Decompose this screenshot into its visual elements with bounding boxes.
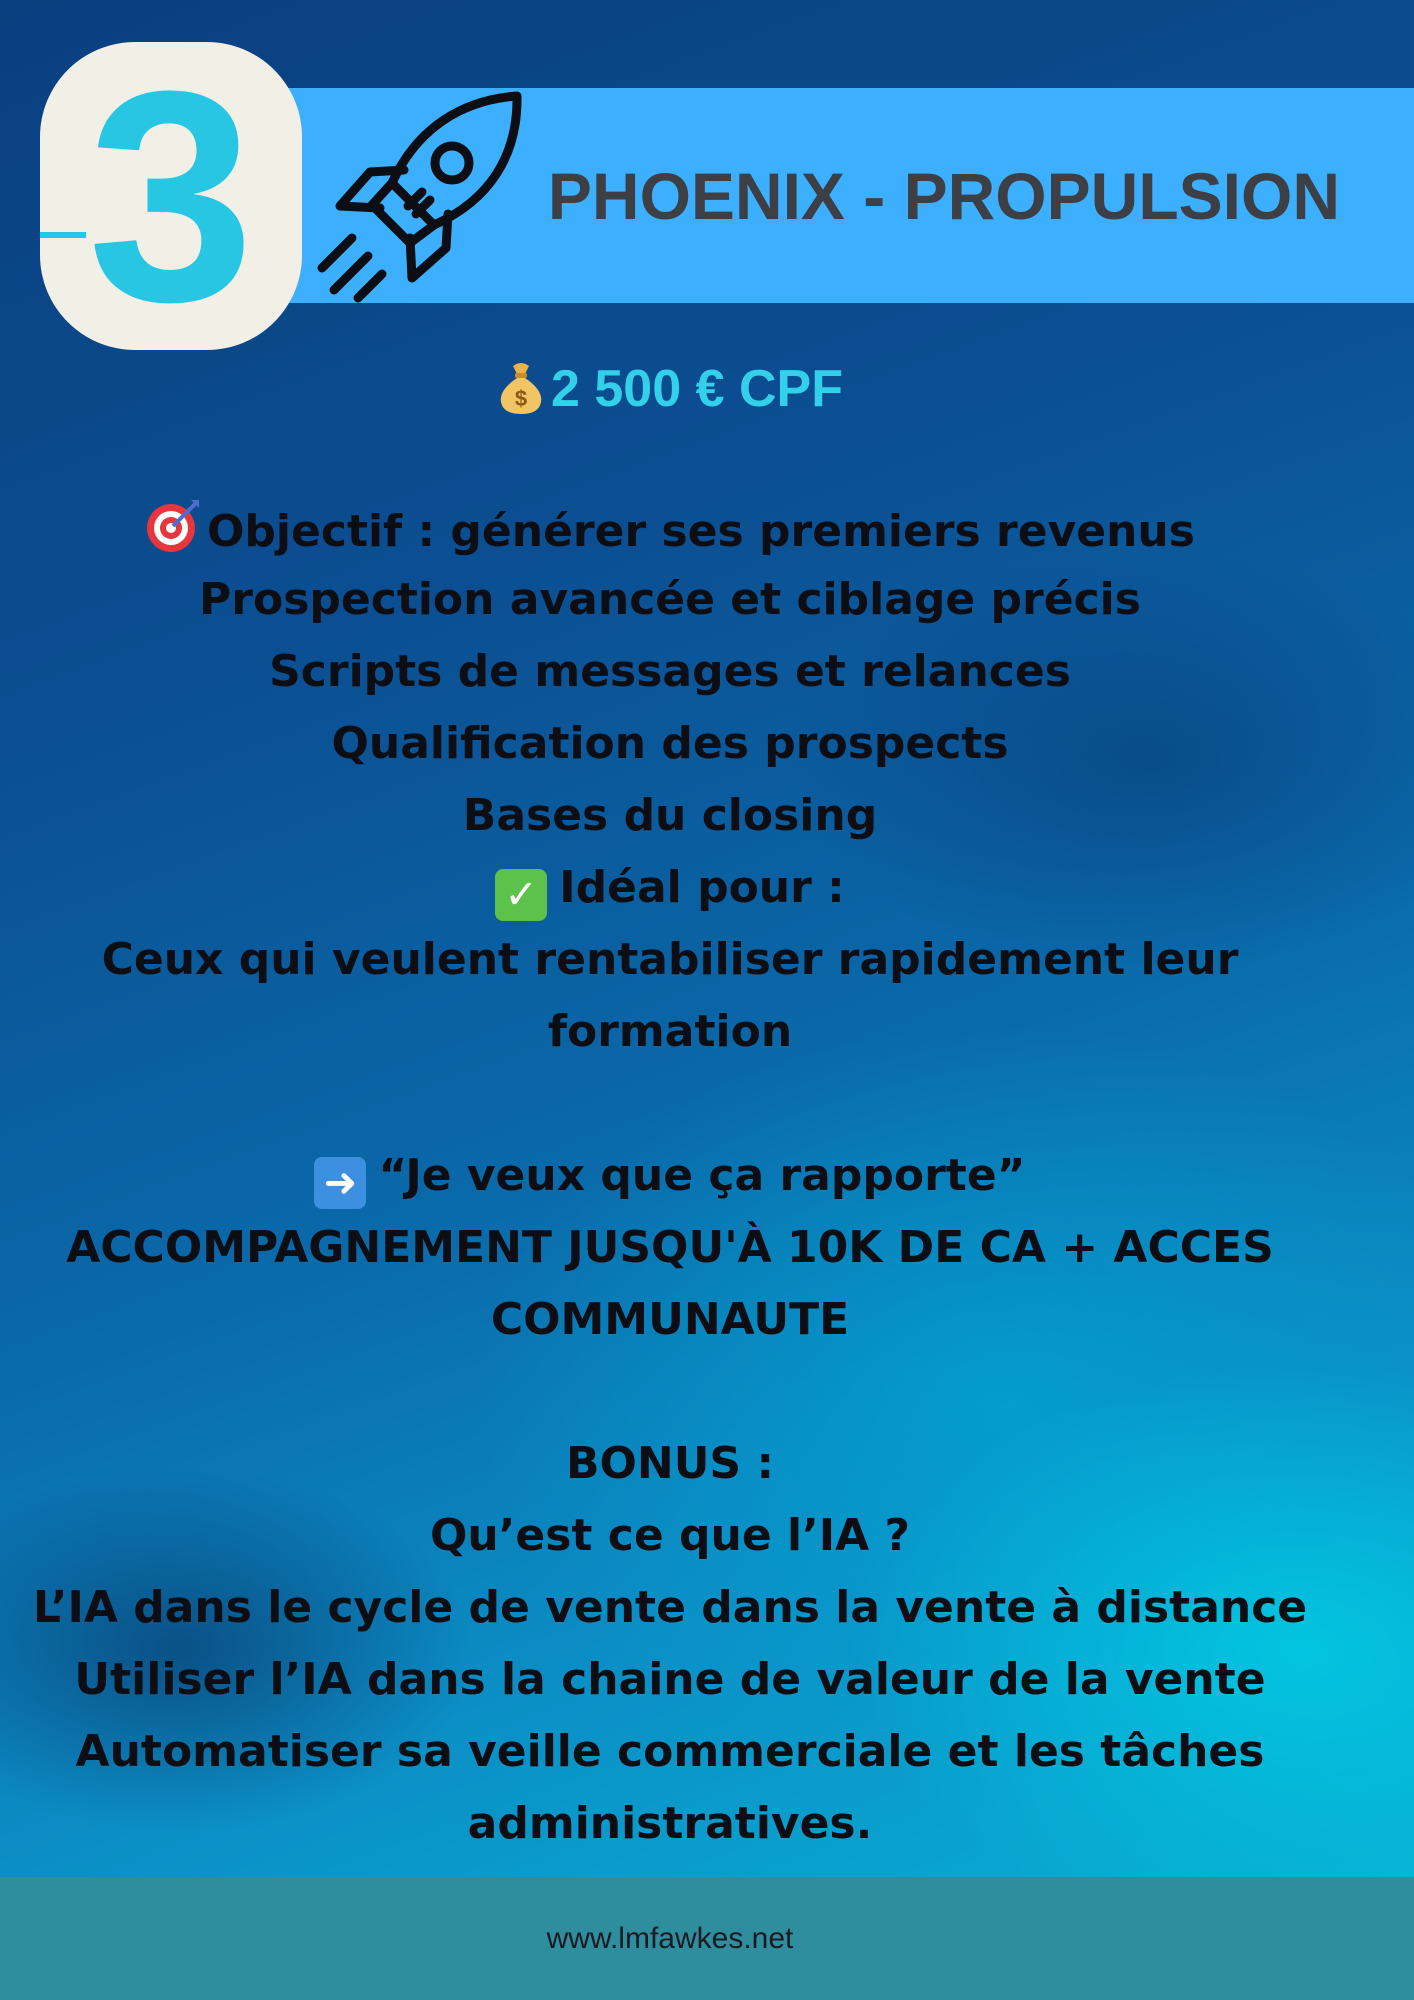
objective-line [0, 498, 1340, 562]
feature-item: Qualification des prospects [331, 718, 1009, 769]
ideal-heading: Idéal pour : [559, 862, 845, 913]
bonus-item: Utiliser l’IA dans la chaine de valeur de la vente [74, 1654, 1266, 1705]
objective-text: Objectif : générer ses premiers revenus [207, 506, 1195, 557]
ideal-text: Ceux qui veulent rentabiliser rapidement leur [101, 934, 1239, 985]
bonus-item: Qu’est ce que l’IA ? [429, 1510, 911, 1561]
bonus-item: L’IA dans le cycle de vente dans la vente à distance [32, 1582, 1308, 1633]
target-icon [145, 498, 201, 560]
svg-text:$: $ [514, 386, 528, 411]
bonus-item: Automatiser sa veille commerciale et les tâches [75, 1726, 1265, 1777]
rocket-icon [312, 88, 532, 308]
feature-item: Scripts de messages et relances [269, 646, 1071, 697]
step-number-badge [40, 28, 302, 364]
bonus-item: administratives. [467, 1798, 873, 1849]
feature-item: Prospection avancée et ciblage précis [199, 574, 1141, 625]
header-title: PHOENIX - PROPULSION [547, 158, 1340, 233]
ideal-heading-line [0, 858, 1340, 921]
feature-item: Bases du closing [462, 790, 878, 841]
accompaniment-text: COMMUNAUTE [490, 1294, 850, 1345]
quote-line [0, 1146, 1340, 1209]
check-mark-icon: ✓ [495, 869, 547, 921]
bonus-heading: BONUS : [565, 1438, 775, 1489]
arrow-right-icon: ➜ [314, 1157, 366, 1209]
price-line [0, 354, 1340, 425]
step-number: 3 [87, 28, 255, 364]
ideal-text: formation [547, 1006, 793, 1057]
footer-url: www.lmfawkes.net [546, 1921, 794, 1955]
price-text: 2 500 € CPF [551, 360, 843, 418]
money-bag-icon [497, 355, 545, 425]
accompaniment-text: ACCOMPAGNEMENT JUSQU'À 10K DE CA + ACCES [66, 1222, 1274, 1273]
quote-text: “Je veux que ça rapporte” [378, 1150, 1026, 1201]
